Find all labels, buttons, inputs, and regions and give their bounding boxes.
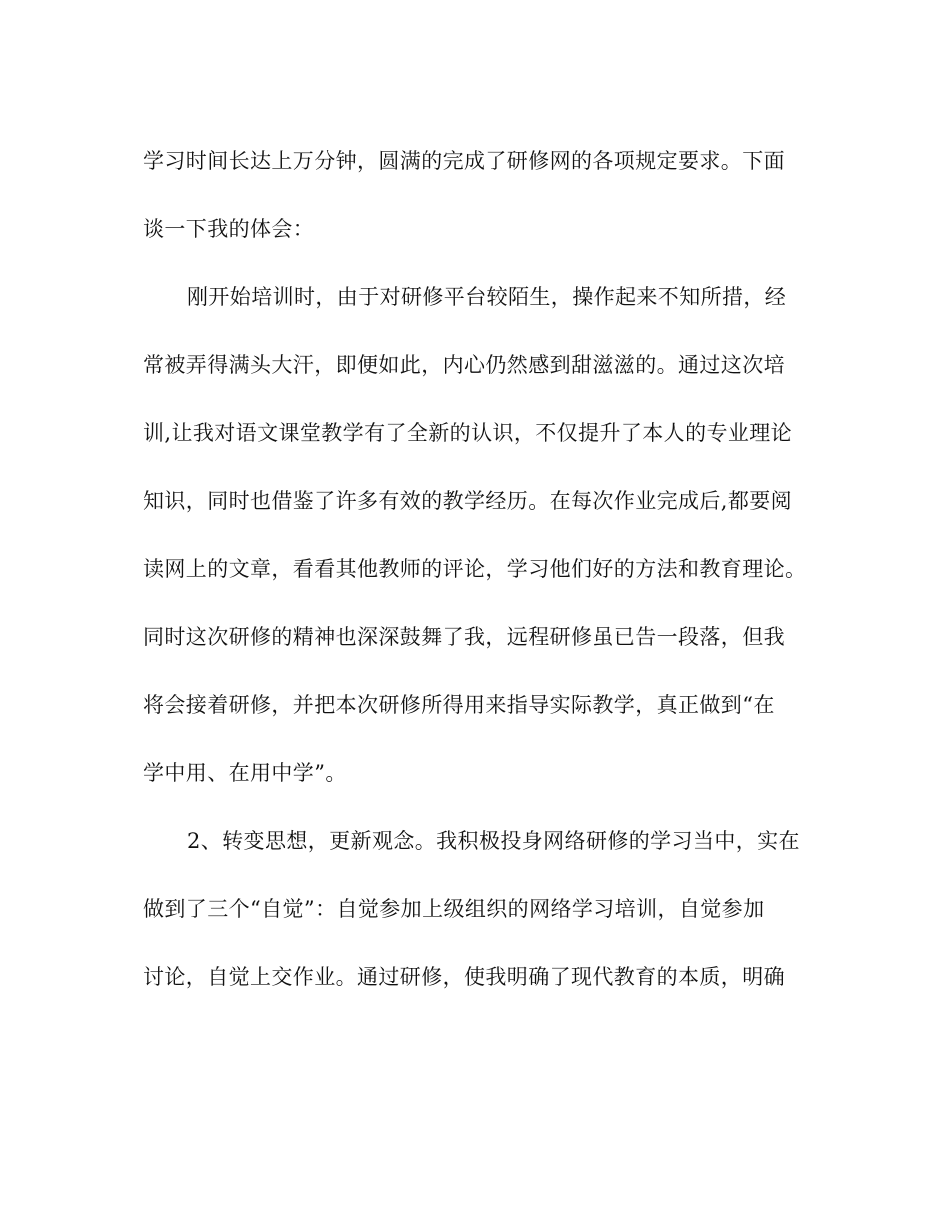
text-line-1: 学习时间长达上万分钟，圆满的完成了研修网的各项规定要求。下面 [143, 149, 785, 173]
text-line-12: 做到了三个“自觉”：自觉参加上级组织的网络学习培训，自觉参加 [143, 897, 765, 921]
text-line-6: 知识，同时也借鉴了许多有效的教学经历。在每次作业完成后,都要阅 [143, 489, 793, 513]
text-line-7: 读网上的文章，看看其他教师的评论，学习他们好的方法和教育理论。 [143, 557, 807, 581]
text-line-9: 将会接着研修，并把本次研修所得用来指导实际教学，真正做到“在 [143, 693, 775, 717]
text-line-10: 学中用、在用中学”。 [143, 761, 347, 785]
text-line-11: 2、转变思想，更新观念。我积极投身网络研修的学习当中，实在 [187, 829, 800, 853]
text-line-5: 训,让我对语文课堂教学有了全新的认识，不仅提升了本人的专业理论 [143, 421, 793, 445]
text-line-13: 讨论，自觉上交作业。通过研修，使我明确了现代教育的本质，明确 [143, 965, 785, 989]
text-line-4: 常被弄得满头大汗，即便如此，内心仍然感到甜滋滋的。通过这次培 [143, 353, 785, 377]
text-line-2: 谈一下我的体会： [143, 217, 315, 241]
text-line-8: 同时这次研修的精神也深深鼓舞了我，远程研修虽已告一段落，但我 [143, 625, 785, 649]
text-line-3: 刚开始培训时，由于对研修平台较陌生，操作起来不知所措，经 [187, 285, 787, 309]
